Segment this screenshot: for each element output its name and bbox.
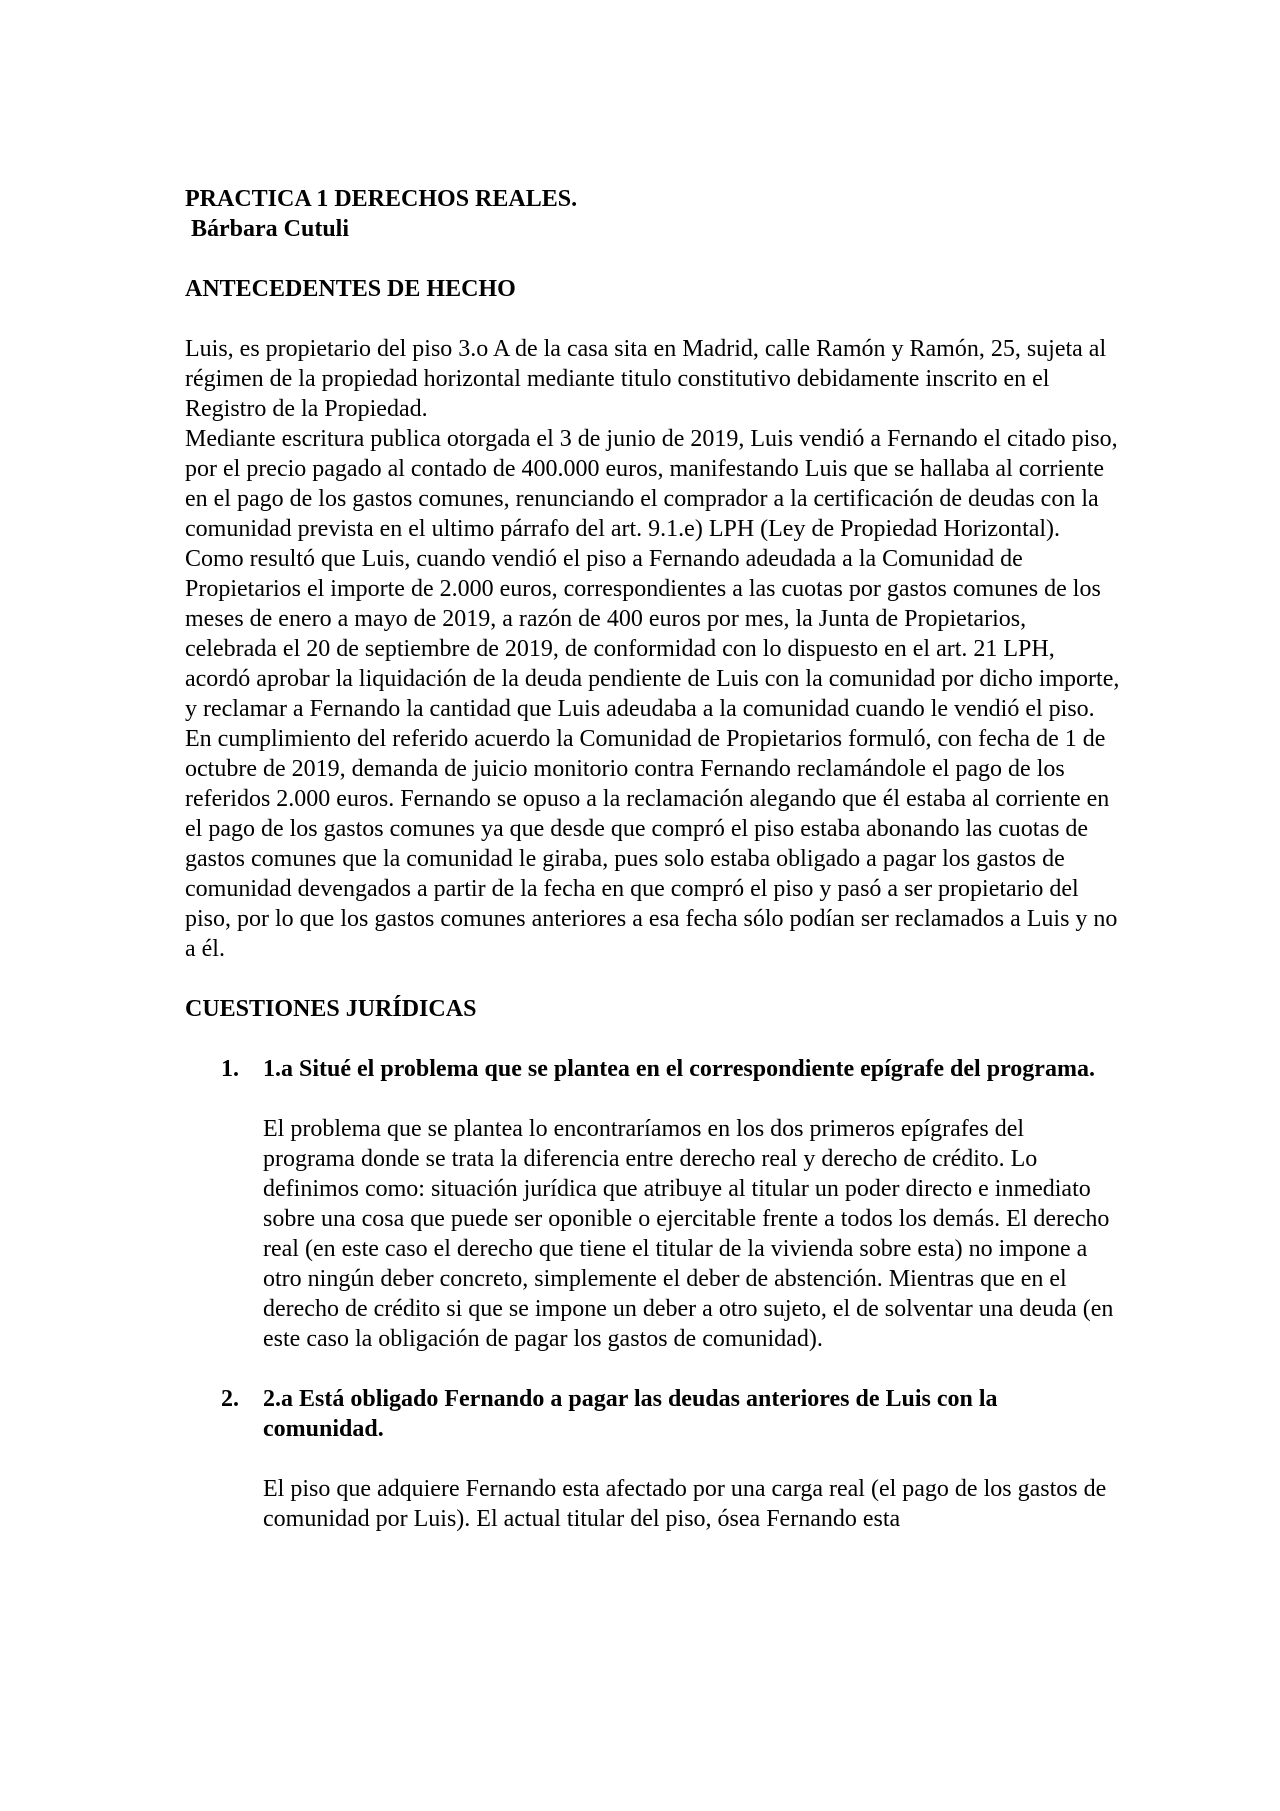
question-item — [185, 1384, 1120, 1534]
document-page — [185, 184, 1120, 1564]
questions-list — [185, 1054, 1120, 1534]
paragraph: Como resultó que Luis, cuando vendió el piso a Fernando adeudada a la Comunidad de Propietarios el importe de 2.000 euros, correspondientes a las cuotas por gastos comunes de los meses de enero a mayo de 2019, a razón de 400 euros por mes, la Junta de Propietarios, celebrada el 20 de septiembre de 2019, de conformidad con lo dispuesto en el art. 21 LPH, acordó aprobar la liquidación de la deuda pendiente de Luis con la comunidad por dicho importe, y reclamar a Fernando la cantidad que Luis adeudaba a la comunidad cuando le vendió el piso. — [185, 546, 1120, 722]
question-answer: El piso que adquiere Fernando esta afectado por una carga real (el pago de los gastos de comunidad por Luis). El actual titular del piso, ósea Fernando esta — [263, 1476, 1107, 1532]
question-answer: El problema que se plantea lo encontraríamos en los dos primeros epígrafes del programa donde se trata la diferencia entre derecho real y derecho de crédito. Lo definimos como: situación jurídica que atribuye al titular un poder directo e inmediato sobre una cosa que puede ser oponible o ejercitable frente a todos los demás. El derecho real (en este caso el derecho que tiene el titular de la vivienda sobre esta) no impone a otro ningún deber concreto, simplemente el deber de abstención. Mientras que en el derecho de crédito si que se impone un deber a otro sujeto, el de solventar una deuda (en este caso la obligación de pagar los gastos de comunidad). — [263, 1116, 1114, 1352]
document-author: Bárbara Cutuli — [185, 216, 350, 242]
question-title: 2.a Está obligado Fernando a pagar las deudas anteriores de Luis con la comunidad. — [263, 1386, 998, 1442]
section-heading-antecedentes: ANTECEDENTES DE HECHO — [185, 276, 516, 302]
paragraph: Mediante escritura publica otorgada el 3 de junio de 2019, Luis vendió a Fernando el citado piso, por el precio pagado al contado de 400.000 euros, manifestando Luis que se hallaba al corriente en el pago de los gastos comunes, renunciando el comprador a la certificación de deudas con la comunidad prevista en el ultimo párrafo del art. 9.1.e) LPH (Ley de Propiedad Horizontal). — [185, 426, 1118, 542]
question-number: 2. — [221, 1386, 239, 1412]
question-item — [185, 1054, 1120, 1354]
question-title: 1.a Situé el problema que se plantea en el correspondiente epígrafe del programa. — [263, 1056, 1095, 1082]
question-number: 1. — [221, 1056, 239, 1082]
section-heading-cuestiones: CUESTIONES JURÍDICAS — [185, 996, 477, 1022]
paragraph: En cumplimiento del referido acuerdo la Comunidad de Propietarios formuló, con fecha de 1 de octubre de 2019, demanda de juicio monitorio contra Fernando reclamándole el pago de los referidos 2.000 euros. Fernando se opuso a la reclamación alegando que él estaba al corriente en el pago de los gastos comunes ya que desde que compró el piso estaba abonando las cuotas de gastos comunes que la comunidad le giraba, pues solo estaba obligado a pagar los gastos de comunidad devengados a partir de la fecha en que compró el piso y pasó a ser propietario del piso, por lo que los gastos comunes anteriores a esa fecha sólo podían ser reclamados a Luis y no a él. — [185, 726, 1118, 962]
document-title: PRACTICA 1 DERECHOS REALES. — [185, 186, 578, 212]
paragraph: Luis, es propietario del piso 3.o A de la casa sita en Madrid, calle Ramón y Ramón, 25, sujeta al régimen de la propiedad horizontal mediante titulo constitutivo debidamente inscrito en el Registro de la Propiedad. — [185, 336, 1107, 422]
antecedentes-body — [185, 334, 1120, 964]
